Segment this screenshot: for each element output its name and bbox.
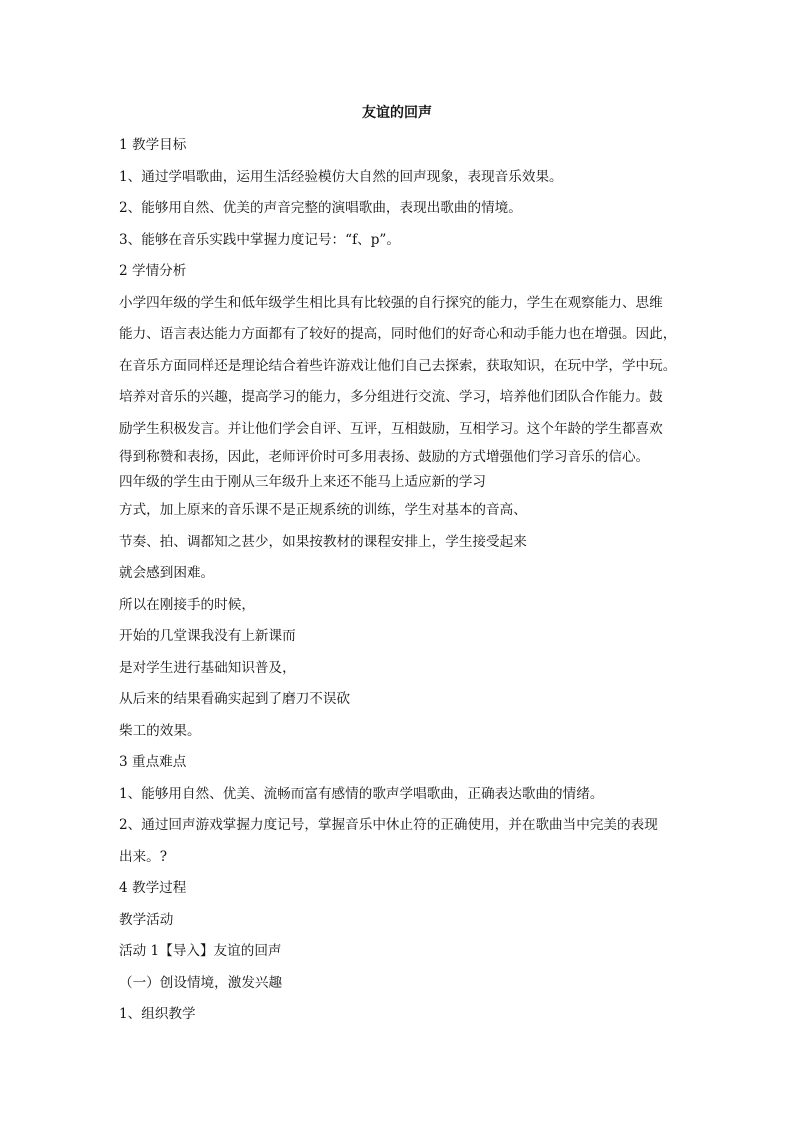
paragraph-line: 节奏、拍、调都知之甚少，如果按教材的课程安排上，学生接受起来 xyxy=(119,533,527,550)
section-heading-analysis: 2 学情分析 xyxy=(119,263,187,279)
paragraph-line: 励学生积极发言。并让他们学会自评、互评，互相鼓励，互相学习。这个年龄的学生都喜欢 xyxy=(119,420,663,437)
paragraph-line: 1、通过学唱歌曲，运用生活经验模仿大自然的回声现象，表现音乐效果。 xyxy=(119,168,563,185)
paragraph-line: 培养对音乐的兴趣，提高学习的能力，多分组进行交流、学习，培养他们团队合作能力。鼓 xyxy=(119,389,663,405)
paragraph-line: 在音乐方面同样还是理论结合着些许游戏让他们自己去探索，获取知识，在玩中学，学中玩。 xyxy=(119,357,677,374)
paragraph-line: 就会感到困难。 xyxy=(119,565,215,581)
paragraph-line: 四年级的学生由于刚从三年级升上来还不能马上适应新的学习 xyxy=(119,474,487,490)
document-body xyxy=(119,130,679,1031)
paragraph-line: 是对学生进行基础知识普及， xyxy=(119,659,296,676)
paragraph-line: （一）创设情境，激发兴趣 xyxy=(119,974,283,991)
paragraph-line: 小学四年级的学生和低年级学生相比具有比较强的自行探究的能力，学生在观察能力、思维 xyxy=(119,294,663,311)
section-heading-objectives: 1 教学目标 xyxy=(119,137,187,153)
paragraph-line: 能力、语言表达能力方面都有了较好的提高，同时他们的好奇心和动手能力也在增强。因此， xyxy=(119,326,677,342)
section-heading-key-points: 3 重点难点 xyxy=(119,754,187,770)
document-title: 友谊的回声 xyxy=(362,105,432,121)
paragraph-line: 活动 1【导入】友谊的回声 xyxy=(119,943,282,959)
paragraph-line: 1、组织教学 xyxy=(119,1006,196,1022)
paragraph-line: 2、能够用自然、优美的声音完整的演唱歌曲，表现出歌曲的情境。 xyxy=(119,200,522,216)
paragraph-line: 教学活动 xyxy=(119,911,174,928)
paragraph-line: 所以在刚接手的时候， xyxy=(119,596,255,613)
paragraph-line: 出来。? xyxy=(119,848,168,865)
paragraph-line: 3、能够在音乐实践中掌握力度记号：“f、p”。 xyxy=(119,231,400,248)
paragraph-line: 从后来的结果看确实起到了磨刀不误砍 xyxy=(119,691,351,707)
paragraph-line: 柴工的效果。 xyxy=(119,722,201,739)
paragraph-line: 2、通过回声游戏掌握力度记号，掌握音乐中休止符的正确使用，并在歌曲当中完美的表现 xyxy=(119,817,658,833)
paragraph-line: 1、能够用自然、优美、流畅而富有感情的歌声学唱歌曲，正确表达歌曲的情绪。 xyxy=(119,785,604,802)
paragraph-line: 得到称赞和表扬，因此，老师评价时可多用表扬、鼓励的方式增强他们学习音乐的信心。 xyxy=(119,449,650,465)
section-heading-process: 4 教学过程 xyxy=(119,880,187,896)
paragraph-line: 开始的几堂课我没有上新课而 xyxy=(119,628,296,644)
paragraph-line: 方式，加上原来的音乐课不是正规系统的训练，学生对基本的音高、 xyxy=(119,502,527,518)
